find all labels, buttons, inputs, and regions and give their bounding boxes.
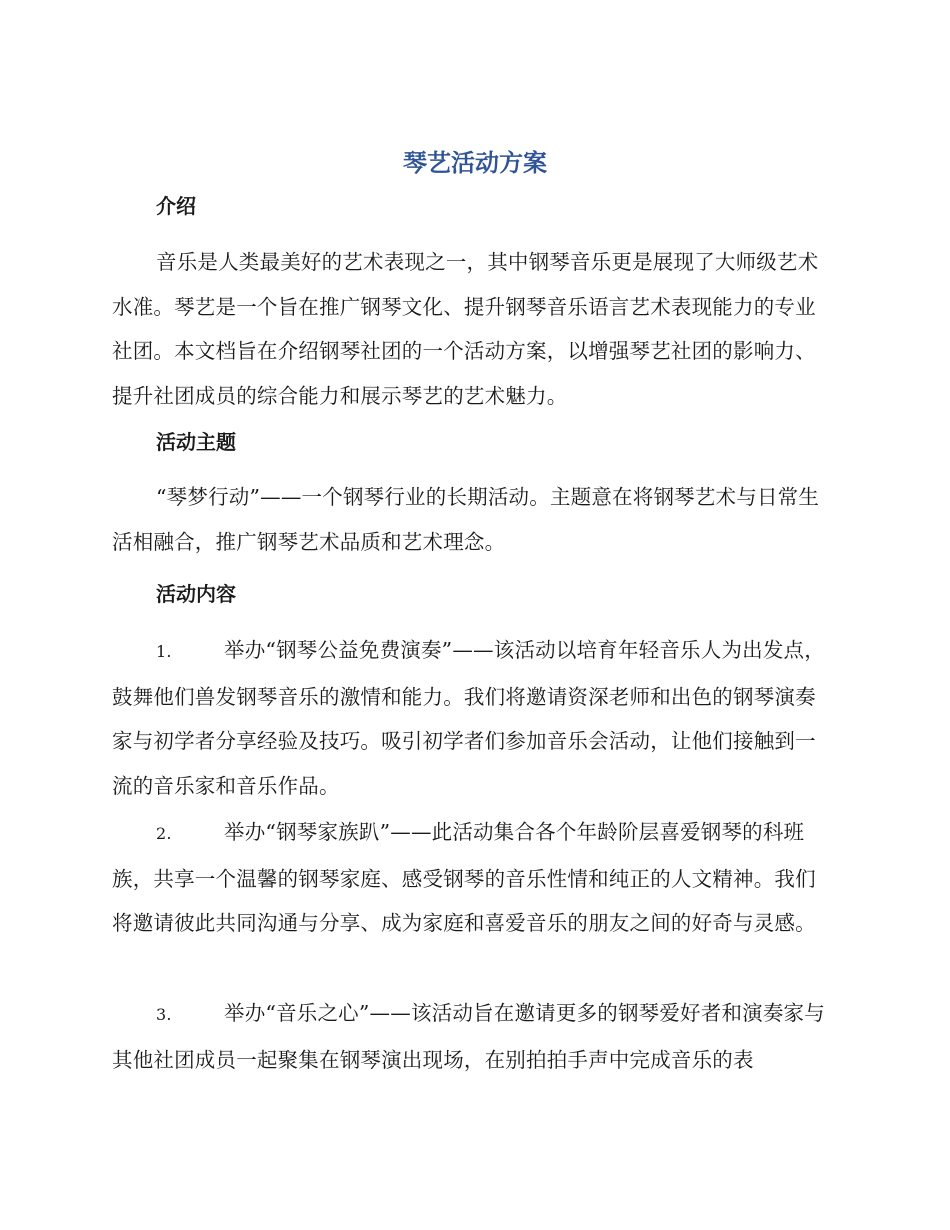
list-text: 举办“音乐之心”——该活动旨在邀请更多的钢琴爱好者和演奏家与其他社团成员一起聚集在钢琴演出现场，在别拍拍手声中完成音乐的表 (112, 1001, 825, 1072)
intro-paragraph: 音乐是人类最美好的艺术表现之一，其中钢琴音乐更是展现了大师级艺术水准。琴艺是一个旨在推广钢琴文化、提升钢琴音乐语言艺术表现能力的专业社团。本文档旨在介绍钢琴社团的一个活动方案，以增强琴艺社团的影响力、提升社团成员的综合能力和展示琴艺的艺术魅力。 (112, 250, 819, 408)
theme-heading: 活动主题 (156, 430, 236, 454)
list-item (112, 810, 836, 946)
list-number: 2. (156, 824, 172, 843)
list-item (112, 991, 836, 1082)
list-text: 举办“钢琴公益免费演奏”——该活动以培育年轻音乐人为出发点，鼓舞他们兽发钢琴音乐的激情和能力。我们将邀请资深老师和出色的钢琴演奏家与初学者分享经验及技巧。吸引初学者们参加音乐会活动，让他们接触到一流的音乐家和音乐作品。 (112, 638, 825, 798)
list-text: 举办“钢琴家族趴”——此活动集合各个年龄阶层喜爱钢琴的科班族，共享一个温馨的钢琴家庭、感受钢琴的音乐性情和纯正的人文精神。我们将邀请彼此共同沟通与分享、成为家庭和喜爱音乐的朋友之间的好奇与灵感。 (112, 820, 816, 936)
list-number: 1. (156, 642, 172, 661)
list-item (112, 628, 836, 808)
theme-paragraph: “琴梦行动”——一个钢琴行业的长期活动。主题意在将钢琴艺术与日常生活相融合，推广钢琴艺术品质和艺术理念。 (112, 485, 820, 554)
list-number: 3. (156, 1005, 172, 1024)
intro-heading: 介绍 (156, 194, 196, 218)
content-heading: 活动内容 (156, 582, 236, 606)
document-title: 琴艺活动方案 (403, 149, 547, 177)
